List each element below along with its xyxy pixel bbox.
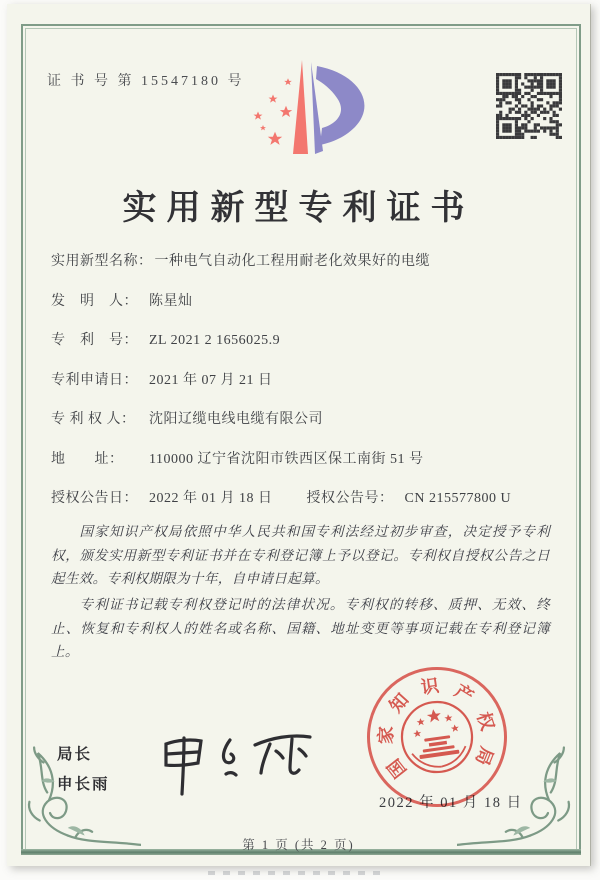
field-label: 专利申请日： bbox=[51, 372, 138, 388]
field-row bbox=[51, 330, 554, 352]
qr-code bbox=[496, 73, 562, 139]
seal-char: 产 bbox=[451, 680, 477, 707]
field-row bbox=[51, 449, 554, 471]
field-value: CN 215577800 U bbox=[404, 491, 512, 506]
field-label: 授权公告号： bbox=[306, 491, 394, 506]
page-title: 实用新型专利证书 bbox=[122, 190, 475, 227]
next-page-edge-hint bbox=[208, 871, 384, 875]
paragraph-register: 专利证书记载专利权登记时的法律状况。专利权的转移、质押、无效、终止、恢复和专利权人的姓名或名称、国籍、地址变更等事项记载在专利登记簿上。 bbox=[51, 596, 550, 660]
field-label: 发 明 人： bbox=[51, 293, 138, 309]
page-footer: 第 1 页 (共 2 页) bbox=[242, 838, 355, 852]
field-value: 110000 辽宁省沈阳市铁西区保工南街 51 号 bbox=[149, 451, 424, 467]
field-row bbox=[51, 370, 554, 392]
field-list bbox=[51, 251, 554, 528]
cnipa-logo-icon bbox=[233, 54, 383, 162]
field-value: 2022 年 01 月 18 日 bbox=[149, 491, 273, 506]
handwritten-signature bbox=[129, 718, 339, 823]
seal-char: 国 bbox=[383, 755, 411, 782]
seal-char: 识 bbox=[419, 675, 441, 698]
field-value: 陈星灿 bbox=[149, 293, 193, 309]
seal-char: 权 bbox=[473, 709, 498, 733]
field-label: 实用新型名称： bbox=[51, 254, 153, 269]
certificate-paper bbox=[7, 4, 590, 866]
field-value: 沈阳辽缆电线电缆有限公司 bbox=[149, 412, 323, 427]
signatory-name: 申长雨 bbox=[57, 776, 110, 793]
field-label: 专 利 权 人： bbox=[51, 412, 136, 427]
field-row bbox=[51, 291, 554, 313]
legal-text bbox=[51, 520, 550, 666]
seal-date: 2022 年 01 月 18 日 bbox=[379, 795, 523, 811]
seal-char: 知 bbox=[385, 689, 413, 717]
field-label: 地 址： bbox=[51, 451, 124, 467]
field-value: ZL 2021 2 1656025.9 bbox=[149, 333, 281, 348]
field-label: 授权公告日： bbox=[51, 491, 138, 506]
seal-char: 局 bbox=[471, 744, 497, 769]
certificate-number: 证 书 号 第 15547180 号 bbox=[47, 74, 245, 89]
field-row bbox=[51, 251, 554, 273]
field-value: 2021 年 07 月 21 日 bbox=[149, 372, 273, 388]
paragraph-grant: 国家知识产权局依照中华人民共和国专利法经过初步审查，决定授予专利权，颁发实用新型专利证书并在专利登记簿上予以登记。专利权自授权公告之日起生效。专利权期限为十年，自申请日起算。 bbox=[51, 524, 550, 587]
field-value: 一种电气自动化工程用耐老化效果好的电缆 bbox=[154, 254, 430, 269]
field-row bbox=[51, 409, 554, 431]
signatory-title: 局长 bbox=[57, 746, 93, 763]
seal-char: 家 bbox=[375, 725, 397, 745]
field-row bbox=[51, 488, 554, 510]
field-label: 专 利 号： bbox=[51, 333, 138, 348]
